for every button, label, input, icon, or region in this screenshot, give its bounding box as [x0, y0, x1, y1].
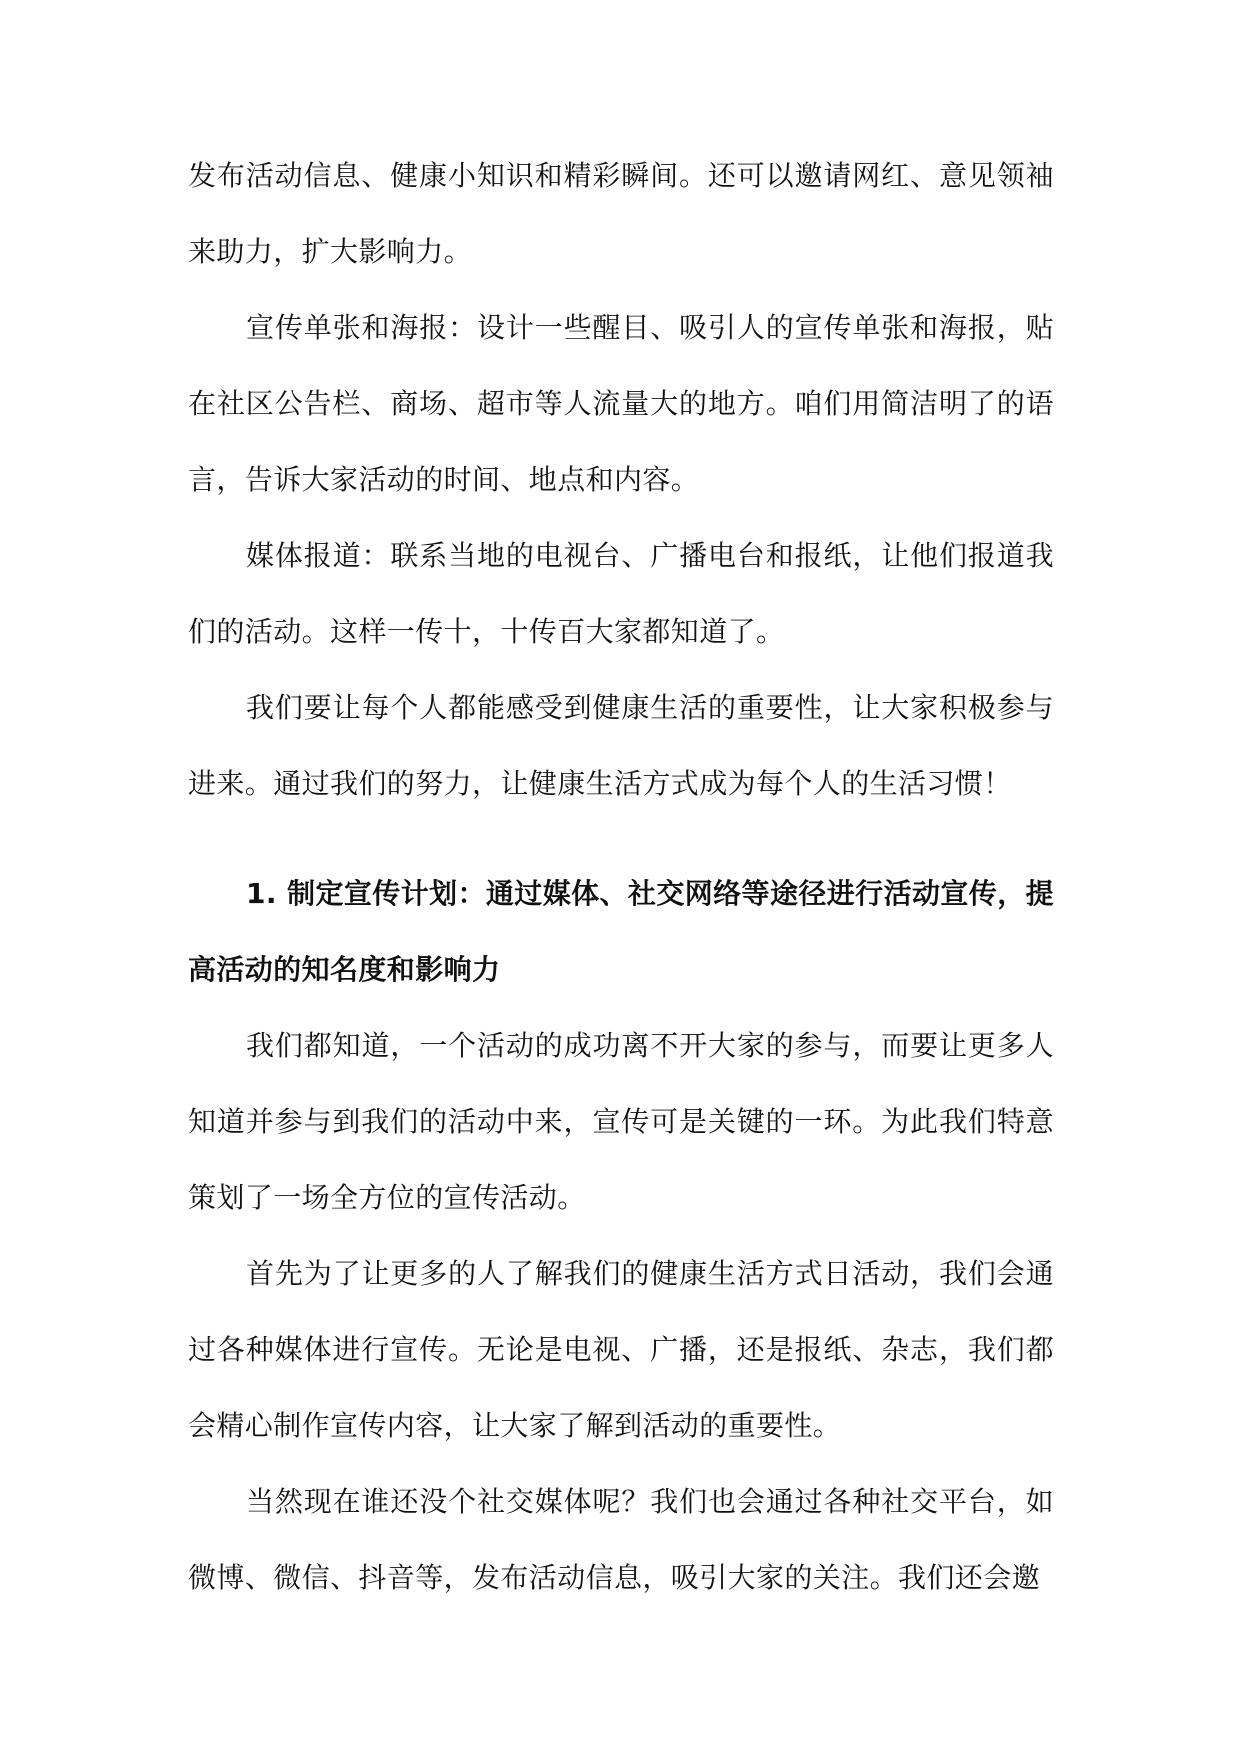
paragraph-media-publicity: 首先为了让更多的人了解我们的健康生活方式日活动，我们会通过各种媒体进行宣传。无论是电视、广播，还是报纸、杂志，我们都会精心制作宣传内容，让大家了解到活动的重要性。 [188, 1257, 1054, 1442]
paragraph-flyers-posters: 宣传单张和海报：设计一些醒目、吸引人的宣传单张和海报，贴在社区公告栏、商场、超市等人流量大的地方。咱们用简洁明了的语言，告诉大家活动的时间、地点和内容。 [188, 311, 1054, 496]
paragraph-healthy-life: 我们要让每个人都能感受到健康生活的重要性，让大家积极参与进来。通过我们的努力，让健康生活方式成为每个人的生活习惯！ [188, 691, 1054, 800]
section-heading: 1. 制定宣传计划：通过媒体、社交网络等途径进行活动宣传，提高活动的知名度和影响力 [188, 877, 1054, 986]
paragraph-publicity-intro: 我们都知道，一个活动的成功离不开大家的参与，而要让更多人知道并参与到我们的活动中来，宣传可是关键的一环。为此我们特意策划了一场全方位的宣传活动。 [188, 1029, 1054, 1214]
document-body [188, 138, 1054, 1616]
paragraph-continued: 发布活动信息、健康小知识和精彩瞬间。还可以邀请网红、意见领袖来助力，扩大影响力。 [188, 159, 1054, 268]
paragraph-media-reports: 媒体报道：联系当地的电视台、广播电台和报纸，让他们报道我们的活动。这样一传十，十传百大家都知道了。 [188, 539, 1054, 648]
paragraph-social-media: 当然现在谁还没个社交媒体呢？我们也会通过各种社交平台，如微博、微信、抖音等，发布活动信息，吸引大家的关注。我们还会邀 [188, 1485, 1054, 1594]
